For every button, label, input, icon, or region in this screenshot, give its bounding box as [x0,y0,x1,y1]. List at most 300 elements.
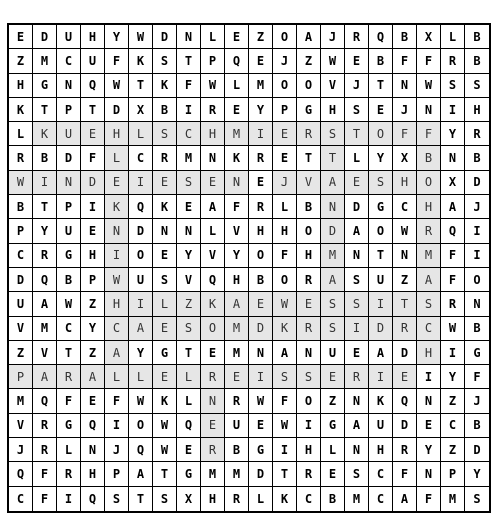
grid-cell-r13-c12[interactable]: N [297,341,321,365]
grid-cell-r16-c3[interactable]: Q [81,414,105,438]
grid-cell-r17-c15[interactable]: H [369,438,393,462]
grid-cell-r18-c18[interactable]: P [441,462,465,486]
grid-cell-r2-c2[interactable]: N [57,74,81,98]
grid-cell-r7-c0[interactable]: B [9,195,33,219]
grid-cell-r14-c18[interactable]: Y [441,365,465,389]
grid-cell-r8-c3[interactable]: E [81,219,105,243]
grid-cell-r15-c14[interactable]: N [345,389,369,413]
grid-cell-r1-c2[interactable]: C [57,49,81,73]
grid-cell-r18-c4[interactable]: P [105,462,129,486]
grid-cell-r16-c1[interactable]: R [33,414,57,438]
grid-cell-r9-c3[interactable]: H [81,244,105,268]
grid-cell-r10-c10[interactable]: B [249,268,273,292]
grid-cell-r15-c5[interactable]: W [129,389,153,413]
grid-cell-r14-c8[interactable]: R [201,365,225,389]
grid-cell-r19-c0[interactable]: C [9,487,33,511]
grid-cell-r3-c15[interactable]: E [369,98,393,122]
grid-cell-r18-c13[interactable]: E [321,462,345,486]
grid-cell-r13-c17[interactable]: H [417,341,441,365]
grid-cell-r13-c0[interactable]: Z [9,341,33,365]
grid-cell-r0-c19[interactable]: B [465,25,489,49]
grid-cell-r3-c7[interactable]: I [177,98,201,122]
grid-cell-r9-c0[interactable]: C [9,244,33,268]
grid-cell-r13-c5[interactable]: Y [129,341,153,365]
grid-cell-r17-c3[interactable]: N [81,438,105,462]
grid-cell-r6-c0[interactable]: W [9,171,33,195]
grid-cell-r11-c6[interactable]: L [153,292,177,316]
grid-cell-r9-c12[interactable]: H [297,244,321,268]
grid-cell-r15-c19[interactable]: J [465,389,489,413]
grid-cell-r15-c3[interactable]: E [81,389,105,413]
grid-cell-r8-c12[interactable]: O [297,219,321,243]
grid-cell-r6-c19[interactable]: D [465,171,489,195]
grid-cell-r6-c2[interactable]: N [57,171,81,195]
grid-cell-r15-c1[interactable]: Q [33,389,57,413]
grid-cell-r6-c3[interactable]: D [81,171,105,195]
grid-cell-r4-c18[interactable]: Y [441,122,465,146]
grid-cell-r12-c4[interactable]: C [105,317,129,341]
grid-cell-r5-c6[interactable]: R [153,146,177,170]
grid-cell-r4-c9[interactable]: M [225,122,249,146]
grid-cell-r17-c5[interactable]: Q [129,438,153,462]
grid-cell-r18-c9[interactable]: M [225,462,249,486]
grid-cell-r4-c19[interactable]: R [465,122,489,146]
grid-cell-r2-c6[interactable]: K [153,74,177,98]
grid-cell-r8-c14[interactable]: A [345,219,369,243]
grid-cell-r2-c11[interactable]: O [273,74,297,98]
grid-cell-r5-c3[interactable]: F [81,146,105,170]
grid-cell-r3-c4[interactable]: D [105,98,129,122]
grid-cell-r1-c3[interactable]: U [81,49,105,73]
grid-cell-r0-c7[interactable]: N [177,25,201,49]
grid-cell-r7-c1[interactable]: T [33,195,57,219]
grid-cell-r16-c12[interactable]: I [297,414,321,438]
grid-cell-r12-c3[interactable]: Y [81,317,105,341]
grid-cell-r3-c19[interactable]: H [465,98,489,122]
grid-cell-r17-c1[interactable]: R [33,438,57,462]
grid-cell-r15-c12[interactable]: O [297,389,321,413]
grid-cell-r17-c19[interactable]: D [465,438,489,462]
grid-cell-r4-c14[interactable]: T [345,122,369,146]
grid-cell-r15-c7[interactable]: L [177,389,201,413]
grid-cell-r19-c1[interactable]: F [33,487,57,511]
grid-cell-r15-c2[interactable]: F [57,389,81,413]
grid-cell-r11-c2[interactable]: W [57,292,81,316]
grid-cell-r5-c10[interactable]: R [249,146,273,170]
grid-cell-r0-c5[interactable]: W [129,25,153,49]
grid-cell-r7-c15[interactable]: G [369,195,393,219]
grid-cell-r17-c6[interactable]: W [153,438,177,462]
grid-cell-r11-c15[interactable]: I [369,292,393,316]
grid-cell-r2-c12[interactable]: O [297,74,321,98]
grid-cell-r14-c9[interactable]: E [225,365,249,389]
grid-cell-r3-c2[interactable]: P [57,98,81,122]
grid-cell-r7-c13[interactable]: N [321,195,345,219]
grid-cell-r17-c7[interactable]: E [177,438,201,462]
grid-cell-r10-c12[interactable]: R [297,268,321,292]
grid-cell-r2-c7[interactable]: F [177,74,201,98]
grid-cell-r8-c5[interactable]: D [129,219,153,243]
grid-cell-r2-c17[interactable]: W [417,74,441,98]
grid-cell-r11-c0[interactable]: U [9,292,33,316]
grid-cell-r1-c16[interactable]: F [393,49,417,73]
grid-cell-r9-c14[interactable]: N [345,244,369,268]
grid-cell-r5-c2[interactable]: D [57,146,81,170]
grid-cell-r4-c16[interactable]: F [393,122,417,146]
grid-cell-r15-c9[interactable]: R [225,389,249,413]
grid-cell-r17-c14[interactable]: N [345,438,369,462]
grid-cell-r19-c3[interactable]: Q [81,487,105,511]
grid-cell-r5-c17[interactable]: B [417,146,441,170]
grid-cell-r15-c6[interactable]: K [153,389,177,413]
grid-cell-r3-c0[interactable]: K [9,98,33,122]
grid-cell-r5-c12[interactable]: T [297,146,321,170]
grid-cell-r0-c3[interactable]: H [81,25,105,49]
grid-cell-r18-c17[interactable]: N [417,462,441,486]
grid-cell-r4-c12[interactable]: R [297,122,321,146]
grid-cell-r3-c1[interactable]: T [33,98,57,122]
grid-cell-r19-c5[interactable]: T [129,487,153,511]
grid-cell-r18-c12[interactable]: R [297,462,321,486]
grid-cell-r0-c13[interactable]: J [321,25,345,49]
grid-cell-r3-c6[interactable]: B [153,98,177,122]
grid-cell-r11-c4[interactable]: H [105,292,129,316]
grid-cell-r11-c19[interactable]: N [465,292,489,316]
grid-cell-r19-c11[interactable]: K [273,487,297,511]
grid-cell-r12-c12[interactable]: R [297,317,321,341]
grid-cell-r13-c8[interactable]: E [201,341,225,365]
grid-cell-r12-c18[interactable]: W [441,317,465,341]
grid-cell-r16-c17[interactable]: E [417,414,441,438]
grid-cell-r16-c5[interactable]: O [129,414,153,438]
grid-cell-r8-c8[interactable]: L [201,219,225,243]
grid-cell-r18-c14[interactable]: S [345,462,369,486]
grid-cell-r9-c17[interactable]: M [417,244,441,268]
grid-cell-r8-c10[interactable]: H [249,219,273,243]
grid-cell-r8-c13[interactable]: D [321,219,345,243]
grid-cell-r0-c1[interactable]: D [33,25,57,49]
grid-cell-r19-c14[interactable]: M [345,487,369,511]
grid-cell-r10-c2[interactable]: B [57,268,81,292]
grid-cell-r15-c8[interactable]: N [201,389,225,413]
grid-cell-r8-c9[interactable]: V [225,219,249,243]
grid-cell-r19-c12[interactable]: C [297,487,321,511]
grid-cell-r3-c17[interactable]: N [417,98,441,122]
grid-cell-r5-c1[interactable]: B [33,146,57,170]
grid-cell-r9-c2[interactable]: G [57,244,81,268]
grid-cell-r4-c5[interactable]: L [129,122,153,146]
grid-cell-r9-c16[interactable]: N [393,244,417,268]
grid-cell-r11-c7[interactable]: Z [177,292,201,316]
grid-cell-r16-c15[interactable]: U [369,414,393,438]
grid-cell-r0-c10[interactable]: Z [249,25,273,49]
grid-cell-r11-c14[interactable]: S [345,292,369,316]
grid-cell-r3-c10[interactable]: Y [249,98,273,122]
grid-cell-r2-c13[interactable]: V [321,74,345,98]
grid-cell-r18-c2[interactable]: R [57,462,81,486]
grid-cell-r16-c9[interactable]: U [225,414,249,438]
grid-cell-r19-c15[interactable]: C [369,487,393,511]
grid-cell-r11-c18[interactable]: R [441,292,465,316]
grid-cell-r6-c5[interactable]: I [129,171,153,195]
grid-cell-r13-c18[interactable]: I [441,341,465,365]
grid-cell-r18-c6[interactable]: T [153,462,177,486]
grid-cell-r16-c18[interactable]: C [441,414,465,438]
grid-cell-r8-c7[interactable]: N [177,219,201,243]
grid-cell-r7-c17[interactable]: H [417,195,441,219]
grid-cell-r8-c0[interactable]: P [9,219,33,243]
grid-cell-r7-c6[interactable]: K [153,195,177,219]
grid-cell-r14-c6[interactable]: E [153,365,177,389]
grid-cell-r12-c9[interactable]: M [225,317,249,341]
grid-cell-r7-c10[interactable]: R [249,195,273,219]
grid-cell-r7-c3[interactable]: I [81,195,105,219]
grid-cell-r5-c14[interactable]: L [345,146,369,170]
grid-cell-r0-c12[interactable]: A [297,25,321,49]
grid-cell-r5-c11[interactable]: E [273,146,297,170]
grid-cell-r1-c8[interactable]: P [201,49,225,73]
grid-cell-r11-c17[interactable]: S [417,292,441,316]
grid-cell-r10-c19[interactable]: O [465,268,489,292]
grid-cell-r18-c5[interactable]: A [129,462,153,486]
grid-cell-r5-c19[interactable]: B [465,146,489,170]
grid-cell-r6-c8[interactable]: E [201,171,225,195]
grid-cell-r1-c6[interactable]: S [153,49,177,73]
grid-cell-r1-c14[interactable]: E [345,49,369,73]
grid-cell-r17-c13[interactable]: L [321,438,345,462]
grid-cell-r10-c18[interactable]: F [441,268,465,292]
grid-cell-r4-c13[interactable]: S [321,122,345,146]
grid-cell-r3-c11[interactable]: P [273,98,297,122]
grid-cell-r13-c13[interactable]: U [321,341,345,365]
grid-cell-r17-c4[interactable]: J [105,438,129,462]
grid-cell-r10-c11[interactable]: O [273,268,297,292]
grid-cell-r9-c11[interactable]: F [273,244,297,268]
grid-cell-r19-c18[interactable]: M [441,487,465,511]
grid-cell-r1-c11[interactable]: J [273,49,297,73]
grid-cell-r12-c6[interactable]: E [153,317,177,341]
grid-cell-r6-c16[interactable]: H [393,171,417,195]
grid-cell-r14-c12[interactable]: S [297,365,321,389]
grid-cell-r1-c13[interactable]: W [321,49,345,73]
grid-cell-r2-c8[interactable]: W [201,74,225,98]
grid-cell-r16-c4[interactable]: I [105,414,129,438]
grid-cell-r15-c18[interactable]: Z [441,389,465,413]
grid-cell-r10-c1[interactable]: Q [33,268,57,292]
grid-cell-r19-c13[interactable]: B [321,487,345,511]
grid-cell-r8-c19[interactable]: I [465,219,489,243]
grid-cell-r10-c16[interactable]: Z [393,268,417,292]
grid-cell-r7-c4[interactable]: K [105,195,129,219]
grid-cell-r8-c16[interactable]: W [393,219,417,243]
grid-cell-r0-c8[interactable]: L [201,25,225,49]
grid-cell-r7-c19[interactable]: J [465,195,489,219]
grid-cell-r14-c11[interactable]: S [273,365,297,389]
grid-cell-r6-c15[interactable]: S [369,171,393,195]
grid-cell-r8-c11[interactable]: H [273,219,297,243]
grid-cell-r8-c15[interactable]: O [369,219,393,243]
grid-cell-r3-c13[interactable]: H [321,98,345,122]
grid-cell-r1-c10[interactable]: E [249,49,273,73]
grid-cell-r11-c3[interactable]: Z [81,292,105,316]
grid-cell-r12-c8[interactable]: O [201,317,225,341]
grid-cell-r5-c7[interactable]: M [177,146,201,170]
grid-cell-r12-c1[interactable]: M [33,317,57,341]
grid-cell-r7-c18[interactable]: A [441,195,465,219]
grid-cell-r15-c16[interactable]: Q [393,389,417,413]
grid-cell-r6-c13[interactable]: A [321,171,345,195]
grid-cell-r14-c16[interactable]: E [393,365,417,389]
grid-cell-r14-c0[interactable]: P [9,365,33,389]
grid-cell-r2-c0[interactable]: H [9,74,33,98]
grid-cell-r19-c7[interactable]: X [177,487,201,511]
grid-cell-r12-c19[interactable]: B [465,317,489,341]
grid-cell-r13-c1[interactable]: V [33,341,57,365]
grid-cell-r13-c9[interactable]: M [225,341,249,365]
grid-cell-r2-c5[interactable]: T [129,74,153,98]
grid-cell-r2-c10[interactable]: M [249,74,273,98]
grid-cell-r5-c13[interactable]: T [321,146,345,170]
grid-cell-r2-c16[interactable]: N [393,74,417,98]
grid-cell-r5-c0[interactable]: R [9,146,33,170]
grid-cell-r14-c3[interactable]: A [81,365,105,389]
grid-cell-r9-c15[interactable]: T [369,244,393,268]
grid-cell-r1-c1[interactable]: M [33,49,57,73]
grid-cell-r10-c17[interactable]: A [417,268,441,292]
grid-cell-r1-c17[interactable]: F [417,49,441,73]
grid-cell-r9-c5[interactable]: O [129,244,153,268]
grid-cell-r13-c11[interactable]: A [273,341,297,365]
grid-cell-r10-c14[interactable]: S [345,268,369,292]
grid-cell-r11-c8[interactable]: K [201,292,225,316]
grid-cell-r13-c2[interactable]: T [57,341,81,365]
grid-cell-r7-c5[interactable]: Q [129,195,153,219]
grid-cell-r14-c7[interactable]: L [177,365,201,389]
grid-cell-r18-c19[interactable]: Y [465,462,489,486]
grid-cell-r6-c6[interactable]: E [153,171,177,195]
grid-cell-r9-c7[interactable]: Y [177,244,201,268]
grid-cell-r1-c12[interactable]: Z [297,49,321,73]
grid-cell-r6-c14[interactable]: E [345,171,369,195]
grid-cell-r19-c10[interactable]: L [249,487,273,511]
grid-cell-r10-c13[interactable]: A [321,268,345,292]
grid-cell-r19-c17[interactable]: F [417,487,441,511]
grid-cell-r10-c15[interactable]: U [369,268,393,292]
grid-cell-r2-c19[interactable]: S [465,74,489,98]
grid-cell-r2-c4[interactable]: W [105,74,129,98]
grid-cell-r14-c17[interactable]: I [417,365,441,389]
grid-cell-r7-c2[interactable]: P [57,195,81,219]
grid-cell-r10-c8[interactable]: Q [201,268,225,292]
grid-cell-r12-c14[interactable]: I [345,317,369,341]
grid-cell-r0-c4[interactable]: Y [105,25,129,49]
grid-cell-r19-c19[interactable]: S [473,491,481,506]
grid-cell-r8-c18[interactable]: Q [441,219,465,243]
grid-cell-r5-c16[interactable]: X [393,146,417,170]
grid-cell-r1-c5[interactable]: K [129,49,153,73]
grid-cell-r10-c6[interactable]: S [153,268,177,292]
grid-cell-r0-c2[interactable]: U [57,25,81,49]
grid-cell-r17-c9[interactable]: B [225,438,249,462]
grid-cell-r5-c9[interactable]: K [225,146,249,170]
grid-cell-r16-c0[interactable]: V [9,414,33,438]
grid-cell-r4-c8[interactable]: H [201,122,225,146]
grid-cell-r15-c15[interactable]: K [369,389,393,413]
grid-cell-r4-c7[interactable]: C [177,122,201,146]
grid-cell-r10-c9[interactable]: H [225,268,249,292]
grid-cell-r6-c4[interactable]: E [105,171,129,195]
grid-cell-r7-c11[interactable]: L [273,195,297,219]
grid-cell-r7-c8[interactable]: A [201,195,225,219]
grid-cell-r3-c18[interactable]: I [441,98,465,122]
grid-cell-r11-c12[interactable]: E [297,292,321,316]
grid-cell-r13-c14[interactable]: E [345,341,369,365]
grid-cell-r12-c5[interactable]: A [129,317,153,341]
grid-cell-r2-c1[interactable]: G [33,74,57,98]
grid-cell-r9-c13[interactable]: M [321,244,345,268]
grid-cell-r13-c16[interactable]: D [393,341,417,365]
grid-cell-r1-c18[interactable]: R [441,49,465,73]
grid-cell-r10-c0[interactable]: D [9,268,33,292]
grid-cell-r4-c0[interactable]: L [9,122,33,146]
grid-cell-r17-c8[interactable]: R [201,438,225,462]
grid-cell-r12-c16[interactable]: R [393,317,417,341]
grid-cell-r14-c19[interactable]: F [465,365,489,389]
grid-cell-r9-c8[interactable]: V [201,244,225,268]
grid-cell-r4-c10[interactable]: I [249,122,273,146]
grid-cell-r19-c6[interactable]: S [153,487,177,511]
grid-cell-r18-c0[interactable]: Q [9,462,33,486]
grid-cell-r16-c2[interactable]: G [57,414,81,438]
grid-cell-r12-c15[interactable]: D [369,317,393,341]
grid-cell-r5-c15[interactable]: Y [369,146,393,170]
grid-cell-r19-c16[interactable]: A [393,487,417,511]
grid-cell-r17-c12[interactable]: H [297,438,321,462]
grid-cell-r18-c8[interactable]: M [201,462,225,486]
grid-cell-r18-c10[interactable]: D [249,462,273,486]
grid-cell-r12-c7[interactable]: S [177,317,201,341]
grid-cell-r16-c14[interactable]: A [345,414,369,438]
grid-cell-r4-c11[interactable]: E [273,122,297,146]
grid-cell-r11-c5[interactable]: I [129,292,153,316]
grid-cell-r14-c13[interactable]: E [321,365,345,389]
grid-cell-r0-c9[interactable]: E [225,25,249,49]
grid-cell-r3-c12[interactable]: G [297,98,321,122]
grid-cell-r8-c1[interactable]: Y [33,219,57,243]
grid-cell-r0-c16[interactable]: B [393,25,417,49]
grid-cell-r12-c11[interactable]: K [273,317,297,341]
grid-cell-r4-c1[interactable]: K [33,122,57,146]
grid-cell-r18-c16[interactable]: F [393,462,417,486]
grid-cell-r3-c16[interactable]: J [393,98,417,122]
grid-cell-r6-c18[interactable]: X [441,171,465,195]
grid-cell-r17-c18[interactable]: Z [441,438,465,462]
grid-cell-r4-c15[interactable]: O [369,122,393,146]
grid-cell-r3-c14[interactable]: S [345,98,369,122]
grid-cell-r1-c9[interactable]: Q [225,49,249,73]
grid-cell-r1-c4[interactable]: F [105,49,129,73]
grid-cell-r13-c10[interactable]: N [249,341,273,365]
grid-cell-r19-c2[interactable]: I [57,487,81,511]
grid-cell-r16-c11[interactable]: W [273,414,297,438]
grid-cell-r2-c15[interactable]: T [369,74,393,98]
grid-cell-r18-c3[interactable]: H [81,462,105,486]
grid-cell-r17-c2[interactable]: L [57,438,81,462]
grid-cell-r13-c4[interactable]: A [105,341,129,365]
grid-cell-r3-c9[interactable]: E [225,98,249,122]
grid-cell-r5-c8[interactable]: N [201,146,225,170]
grid-cell-r9-c1[interactable]: R [33,244,57,268]
